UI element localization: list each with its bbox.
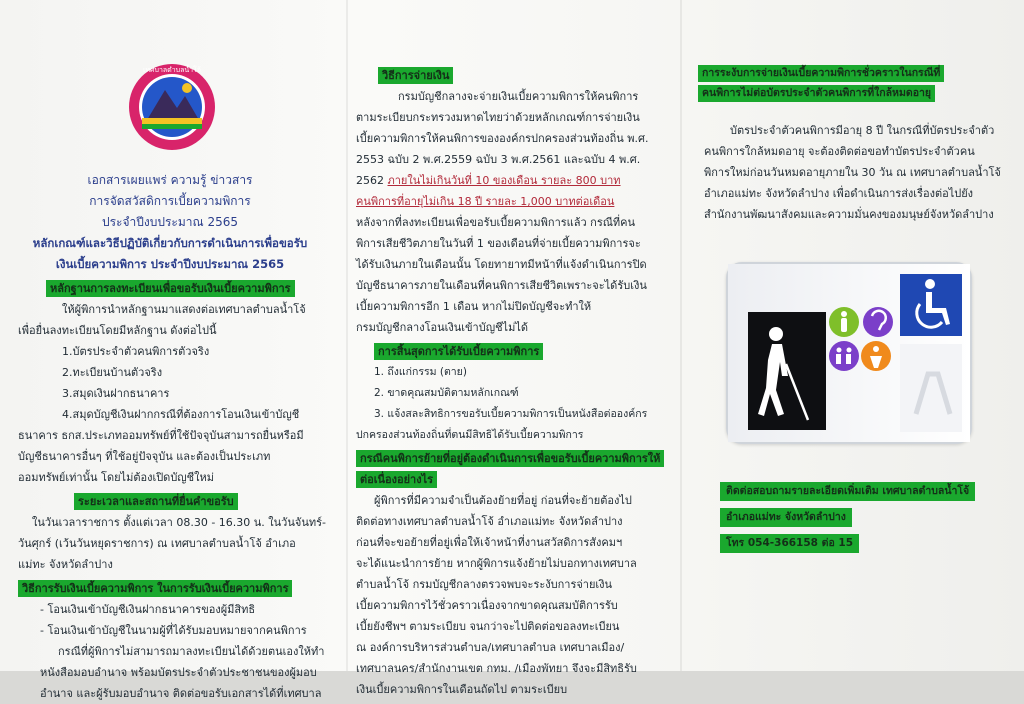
section-heading-documents: หลักฐานการลงทะเบียนเพื่อขอรับเงินเบี้ยความพิการ [46,280,295,297]
moving-para-line-10: เงินเบี้ยความพิการในเดือนถัดไป ตามระเบียบ [356,683,568,696]
suspension-para-line-3: พิการใหม่ก่อนวันหมดอายุภายใน 30 วัน ณ เทศบาลตำบลน้ำโจ้ [704,166,1001,179]
time-place-line-3: แม่ทะ จังหวัดลำปาง [18,558,113,571]
documents-intro-2: เพื่อยื่นลงทะเบียนโดยมีหลักฐาน ดังต่อไปนี้ [18,324,217,337]
payment-para-line-2: ตามระเบียบกระทรวงมหาดไทยว่าด้วยหลักเกณฑ์การจ่ายเงิน [356,111,640,124]
contact-phone: โทร 054-366158 ต่อ 15 [720,534,859,553]
payment-method-line-1: - โอนเงินเข้าบัญชีเงินฝากธนาคารของผู้มีสิทธิ [40,603,256,616]
termination-item-3: 3. แจ้งสละสิทธิการขอรับเบี้ยความพิการเป็นหนังสือต่อองค์กร [374,408,648,420]
hearing-icon [863,307,893,337]
suspension-para-line-2: คนพิการใกล้หมดอายุ จะต้องติดต่อขอทำบัตรประจำตัวคน [704,145,975,158]
payment-method-line-4: หนังสือมอบอำนาจ พร้อมบัตรประจำตัวประชาชนของผู้มอบ [40,666,317,679]
moving-para-line-2: ติดต่อทางเทศบาลตำบลน้ำโจ้ อำเภอแม่ทะ จังหวัดลำปาง [356,515,623,528]
person-orange-icon [861,341,891,371]
section-heading-moving-line-2: ต่อเนื่องอย่างไร [356,471,437,488]
column-right [690,0,1024,671]
section-heading-termination: การสิ้นสุดการได้รับเบี้ยความพิการ [374,343,543,360]
family-icon [829,341,859,371]
payment-amount-adult: ภายในไม่เกินวันที่ 10 ของเดือน รายละ 800 บาท [387,174,621,187]
title-line-3: ประจำปีงบประมาณ 2565 [101,215,238,229]
death-para-line-5: เบี้ยความพิการอีก 1 เดือน หากไม่ปิดบัญชีจะทำให้ [356,300,592,313]
payment-method-line-5: อำนาจ และผู้รับมอบอำนาจ ติดต่อขอรับเอกสารได้ที่เทศบาล [40,687,322,700]
moving-para-line-8: ณ องค์การบริหารส่วนตำบล/เทศบาลตำบล เทศบาลเมือง/ [356,641,625,654]
payment-para-line-3: เบี้ยความพิการให้คนพิการขององค์กรปกครองส่วนท้องถิ่น พ.ศ. [356,132,649,145]
suspension-heading-line-2: คนพิการไม่ต่อบัตรประจำตัวคนพิการที่ใกล้หมดอายุ [698,85,935,102]
payment-para-line-1: กรมบัญชีกลางจะจ่ายเงินเบี้ยความพิการให้คนพิการ [398,90,639,103]
document-item-4-line-1: 4.สมุดบัญชีเงินฝากกรณีที่ต้องการโอนเงินเข้าบัญชี [62,408,300,421]
payment-year: 2562 [356,174,384,187]
fold-line-right [680,0,682,671]
section-heading-payment: วิธีการจ่ายเงิน [378,67,453,84]
column-middle [352,0,670,696]
time-place-line-1: ในวันเวลาราชการ ตั้งแต่เวลา 08.30 - 16.30 น. ในวันจันทร์- [32,516,326,529]
fold-line-left [346,0,348,671]
payment-method-line-3: กรณีที่ผู้พิการไม่สามารถมาลงทะเบียนได้ด้วยตนเองให้ทำ [58,645,325,658]
section-heading-payment-method: วิธีการรับเงินเบี้ยความพิการ ในการรับเงินเบี้ยความพิการ [18,580,292,597]
death-para-line-2: พิการเสียชีวิตภายในวันที่ 1 ของเดือนที่จ่ายเบี้ยความพิการจะ [356,237,641,250]
termination-item-2: 2. ขาดคุณสมบัติตามหลักเกณฑ์ [374,387,519,399]
termination-item-3-cont: ปกครองส่วนท้องถิ่นที่ตนมีสิทธิได้รับเบี้ยความพิการ [356,429,584,441]
payment-method-line-2: - โอนเงินเข้าบัญชีในนามผู้ที่ได้รับมอบหมายจากคนพิการ [40,624,307,637]
disability-icons-picture [726,262,972,444]
payment-amount-child: คนพิการที่อายุไม่เกิน 18 ปี รายละ 1,000 บาทต่อเดือน [356,195,615,208]
logo-text: เทศบาลตำบลน้ำโจ้ [143,66,201,74]
moving-para-line-5: ตำบลน้ำโจ้ กรมบัญชีกลางตรวจพบจะระงับการจ่ายเงิน [356,578,613,591]
suspension-para-line-1: บัตรประจำตัวคนพิการมีอายุ 8 ปี ในกรณีที่บัตรประจำตัว [730,124,995,137]
section-heading-moving-line-1: กรณีคนพิการย้ายที่อยู่ต้องดำเนินการเพื่อขอรับเบี้ยความพิการให้ [356,450,664,467]
death-para-line-3: ได้รับเงินภายในเดือนนั้น โดยทายาทมีหน้าที่แจ้งดำเนินการปิด [356,258,647,271]
document-item-4-line-4: ออมทรัพย์เท่านั้น โดยไม่ต้องเปิดบัญชีใหม่ [18,471,215,484]
time-place-line-2: วันศุกร์ (เว้นวันหยุดราชการ) ณ เทศบาลตำบลน้ำโจ้ อำเภอ [18,537,296,550]
death-para-line-4: บัญชีธนาคารภายในเดือนที่คนพิการเสียชีวิตเพราะจะได้รับเงิน [356,279,647,292]
title-line-2: การจัดสวัสดิการเบี้ยความพิการ [89,194,251,208]
moving-para-line-7: เบี้ยยังชีพฯ ตามระเบียบ จนกว่าจะไปติดต่อขอลงทะเบียน [356,620,620,633]
subtitle-line-1: หลักเกณฑ์และวิธีปฏิบัติเกี่ยวกับการดำเนินการเพื่อขอรับ [32,236,308,250]
moving-para-line-4: จะได้แนะนำการย้าย หากผู้พิการแจ้งย้ายไม่บอกทางเทศบาล [356,557,637,570]
moving-para-line-1: ผู้พิการที่มีความจำเป็นต้องย้ายที่อยู่ ก่อนที่จะย้ายต้องไป [374,494,632,507]
column-left [0,0,340,700]
documents-intro-1: ให้ผู้พิการนำหลักฐานมาแสดงต่อเทศบาลตำบลน้ำโจ้ [62,303,306,316]
organization-logo [127,62,217,152]
moving-para-line-3: ก่อนที่จะขอย้ายที่อยู่เพื่อให้เจ้าหน้าที่งานสวัสดิการสังคมฯ [356,536,623,549]
suspension-para-line-4: อำเภอแม่ทะ จังหวัดลำปาง เพื่อดำเนินการส่งเรื่องต่อไปยัง [704,187,974,200]
document-item-1: 1.บัตรประจำตัวคนพิการตัวจริง [62,345,210,358]
death-para-line-6: กรมบัญชีกลางโอนเงินเข้าบัญชีไม่ได้ [356,321,529,334]
payment-para-line-4: 2553 ฉบับ 2 พ.ศ.2559 ฉบับ 3 พ.ศ.2561 และฉบับ 4 พ.ศ. [356,153,641,166]
document-item-2: 2.ทะเบียนบ้านตัวจริง [62,366,163,379]
suspension-para-line-5: สำนักงานพัฒนาสังคมและความมั่นคงของมนุษย์จังหวัดลำปาง [704,208,994,221]
wheelchair-icon [900,274,962,336]
section-heading-time-place: ระยะเวลาและสถานที่ยื่นคำขอรับ [74,493,238,510]
death-para-line-1: หลังจากที่ลงทะเบียนเพื่อขอรับเบี้ยความพิการแล้ว กรณีที่คน [356,216,636,229]
sign-language-icon [900,344,962,432]
title-line-1: เอกสารเผยแพร่ ความรู้ ข่าวสาร [87,173,253,187]
standing-person-icon [829,307,859,337]
contact-line-1: ติดต่อสอบถามรายละเอียดเพิ่มเติม เทศบาลตำบลน้ำโจ้ [720,482,975,501]
moving-para-line-6: เบี้ยความพิการไว้ชั่วคราวเนื่องจากขาดคุณสมบัติการรับ [356,599,618,612]
subtitle-line-2: เงินเบี้ยความพิการ ประจำปีงบประมาณ 2565 [55,257,285,271]
document-item-3: 3.สมุดเงินฝากธนาคาร [62,387,170,400]
document-item-4-line-2: ธนาคาร ธกส.ประเภทออมทรัพย์ที่ใช้ปัจจุบันสามารถยื่นหรือมี [18,429,304,442]
blind-person-icon [748,312,826,430]
termination-item-1: 1. ถึงแก่กรรม (ตาย) [374,366,467,378]
suspension-heading-line-1: การระงับการจ่ายเงินเบี้ยความพิการชั่วคราวในกรณีที่ [698,65,944,82]
moving-para-line-9: เทศบาลนคร/สำนักงานเขต กทม. /เมืองพัทยา จึงจะมีสิทธิรับ [356,662,637,675]
contact-line-2: อำเภอแม่ทะ จังหวัดลำปาง [720,508,852,527]
document-item-4-line-3: บัญชีธนาคารอื่นๆ ที่ใช้อยู่ปัจจุบัน และต้องเป็นประเภท [18,450,271,463]
